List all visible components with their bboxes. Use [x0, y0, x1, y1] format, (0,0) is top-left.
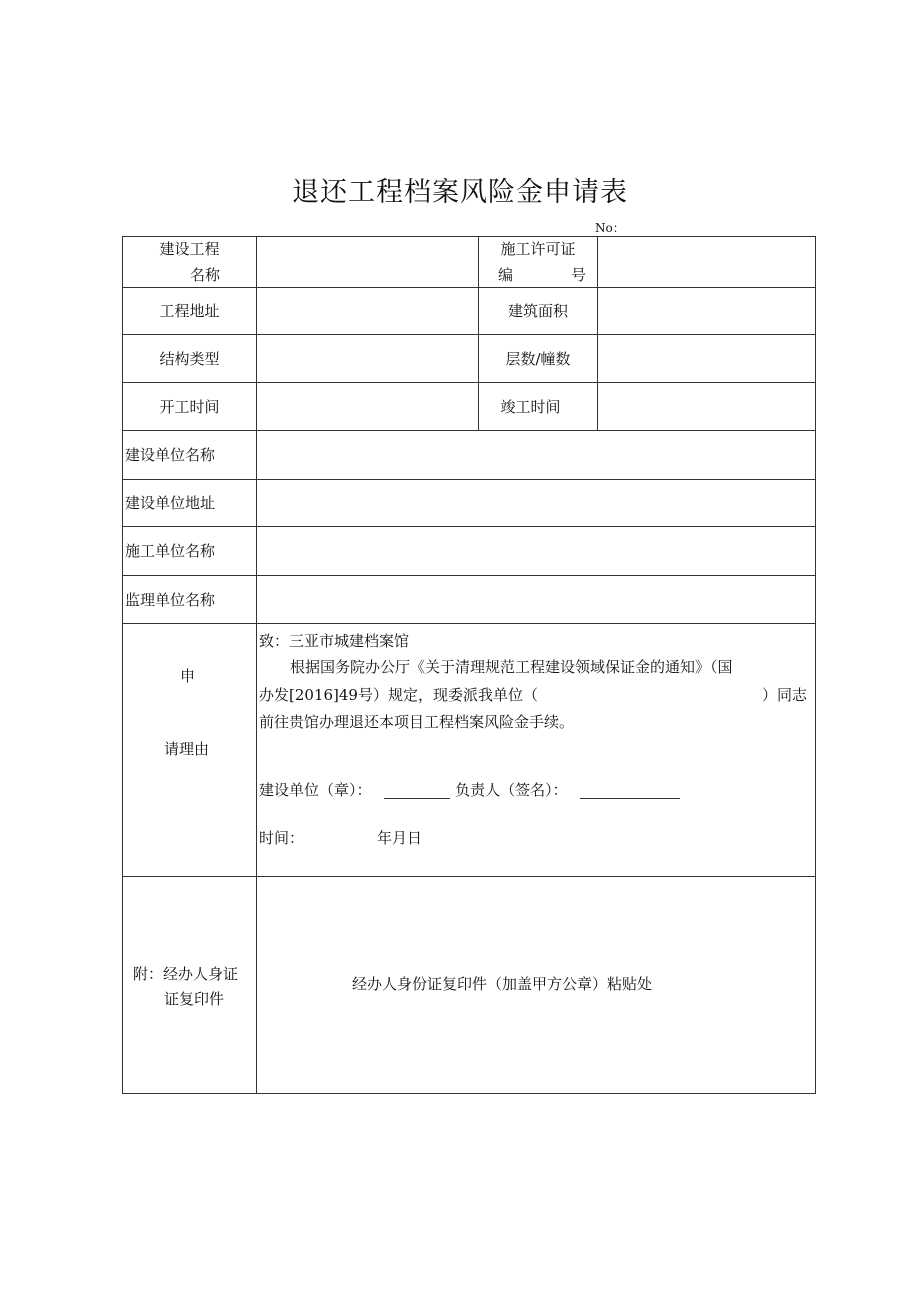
- completion-time-field[interactable]: [598, 383, 815, 430]
- project-name-label: 建设工程 名称: [159, 240, 220, 284]
- seal-field[interactable]: [384, 784, 450, 799]
- contractor-name-label: 施工单位名称: [125, 542, 216, 560]
- reason-label-1: 申: [180, 667, 196, 685]
- attachment-label-1: 附：经办人身证: [133, 965, 239, 983]
- project-name-field[interactable]: [257, 237, 478, 287]
- reason-line-3: 前往贵馆办理退还本项目工程档案风险金手续。: [259, 713, 575, 731]
- start-time-label: 开工时间: [159, 397, 220, 416]
- floors-label: 层数/幢数: [505, 349, 571, 368]
- signature-field[interactable]: [580, 784, 680, 799]
- attachment-label-2: 证复印件: [164, 990, 225, 1008]
- start-time-field[interactable]: [257, 383, 478, 430]
- permit-number-field[interactable]: [598, 237, 815, 287]
- building-area-label: 建筑面积: [507, 302, 568, 320]
- project-address-label: 工程地址: [159, 302, 220, 320]
- builder-address-field[interactable]: [257, 480, 815, 526]
- builder-address-label: 建设单位地址: [125, 494, 216, 512]
- reason-line-2: 办发[2016]49号）规定，现委派我单位（ ）同志: [259, 681, 807, 710]
- permit-number-label: 施工许可证 编 号: [498, 240, 586, 284]
- supervisor-name-field[interactable]: [257, 576, 815, 623]
- signature-line: 建设单位（章）： 负责人（签名）：: [259, 776, 680, 805]
- reason-label-2: 请理由: [164, 740, 210, 758]
- form-number-label: No：: [595, 221, 625, 235]
- builder-name-field[interactable]: [257, 431, 815, 479]
- delegate-name-field[interactable]: [538, 681, 762, 710]
- id-copy-paste-area: 经办人身份证复印件（加盖甲方公章）粘贴处: [352, 975, 653, 993]
- reason-line-1: 根据国务院办公厅《关于清理规范工程建设领域保证金的通知》（国: [290, 658, 733, 676]
- builder-name-label: 建设单位名称: [125, 446, 216, 464]
- completion-time-label: 竣工时间: [500, 397, 561, 416]
- structure-type-label: 结构类型: [159, 349, 220, 368]
- contractor-name-field[interactable]: [257, 527, 815, 575]
- date-label: 年月日: [377, 829, 423, 847]
- reason-addressee: 致：三亚市城建档案馆: [259, 632, 410, 650]
- time-label: 时间：: [259, 829, 305, 847]
- floors-field[interactable]: [598, 335, 815, 382]
- form-title: 退还工程档案风险金申请表: [292, 177, 628, 208]
- project-address-field[interactable]: [257, 288, 478, 334]
- structure-type-field[interactable]: [257, 335, 478, 382]
- building-area-field[interactable]: [598, 288, 815, 334]
- supervisor-name-label: 监理单位名称: [125, 590, 216, 609]
